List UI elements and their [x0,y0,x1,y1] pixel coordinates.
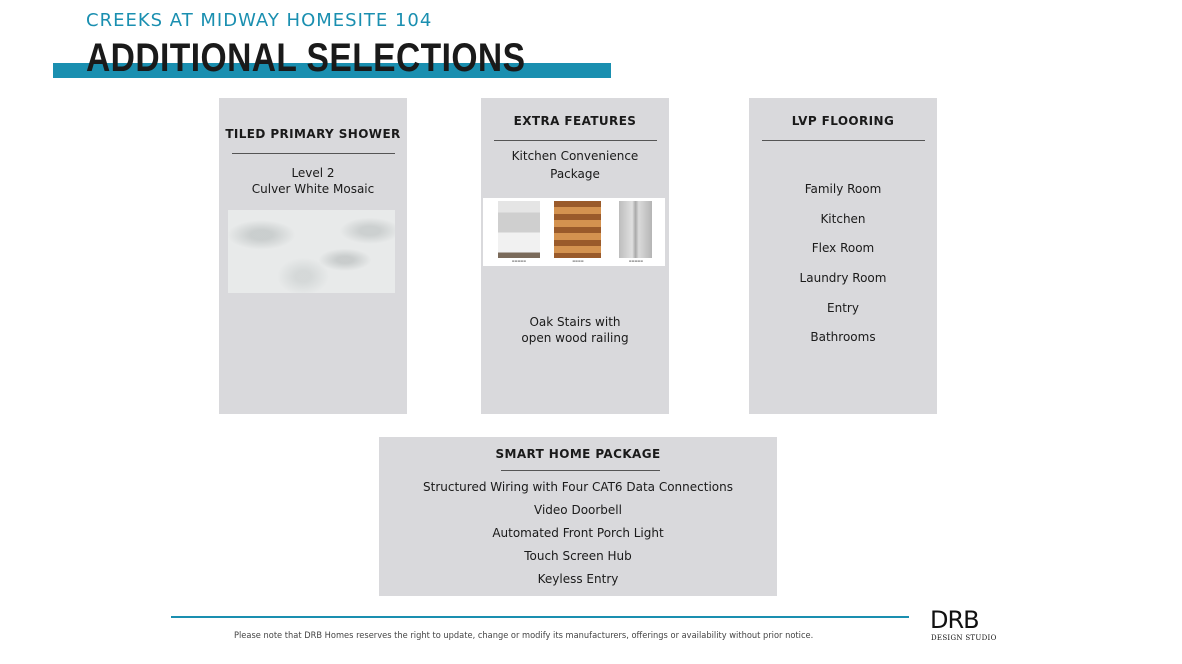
lvp-card [749,98,937,414]
shower-level: Level 2 [291,166,335,180]
drb-logo-subtitle: DESIGN STUDIO [931,634,997,642]
smart-home-heading: SMART HOME PACKAGE [495,447,661,461]
shower-heading: TILED PRIMARY SHOWER [225,127,401,141]
rollout-shelves-caption: ▬▬▬▬ [572,259,584,263]
shower-card [219,98,407,414]
extras-card [481,98,669,414]
kitchen-package-line1: Kitchen Convenience [511,149,639,163]
smart-home-card [379,437,777,596]
lvp-room: Kitchen [820,212,866,226]
smart-home-item: Keyless Entry [537,572,619,586]
smart-home-item: Video Doorbell [534,503,622,517]
tile-swatch-image [228,210,395,293]
smart-home-item: Touch Screen Hub [524,549,632,563]
drb-logo: DRB [930,606,979,634]
lvp-room: Family Room [804,182,882,196]
refrigerator-photo [619,201,652,258]
kitchen-package-line2: Package [550,167,600,181]
shower-rule [232,153,395,154]
extras-heading: EXTRA FEATURES [513,114,637,128]
page-subtitle: CREEKS AT MIDWAY HOMESITE 104 [86,10,433,31]
lvp-rule [762,140,925,141]
lvp-heading: LVP FLOORING [791,114,895,128]
smart-home-rule [501,470,660,471]
lvp-room: Bathrooms [810,330,876,344]
footer-rule [171,616,909,618]
rollout-shelves-photo [554,201,601,258]
smart-home-item: Structured Wiring with Four CAT6 Data Connections [423,480,733,494]
trash-pullout-caption: ▬▬▬▬▬ [511,259,527,263]
shower-tile-name: Culver White Mosaic [251,182,375,196]
oak-stairs-line1: Oak Stairs with [529,315,621,329]
refrigerator-caption: ▬▬▬▬▬ [628,259,644,263]
trash-pullout-photo [498,201,540,258]
lvp-room: Laundry Room [799,271,887,285]
disclaimer-text: Please note that DRB Homes reserves the right to update, change or modify its manufacturers, offerings or availability without prior notice. [234,631,814,641]
oak-stairs-line2: open wood railing [521,331,629,345]
page-title: ADDITIONAL SELECTIONS [86,36,526,80]
smart-home-item: Automated Front Porch Light [492,526,664,540]
lvp-room: Flex Room [811,241,875,255]
kitchen-photos [483,198,665,266]
lvp-room: Entry [827,301,859,315]
extras-rule [494,140,657,141]
